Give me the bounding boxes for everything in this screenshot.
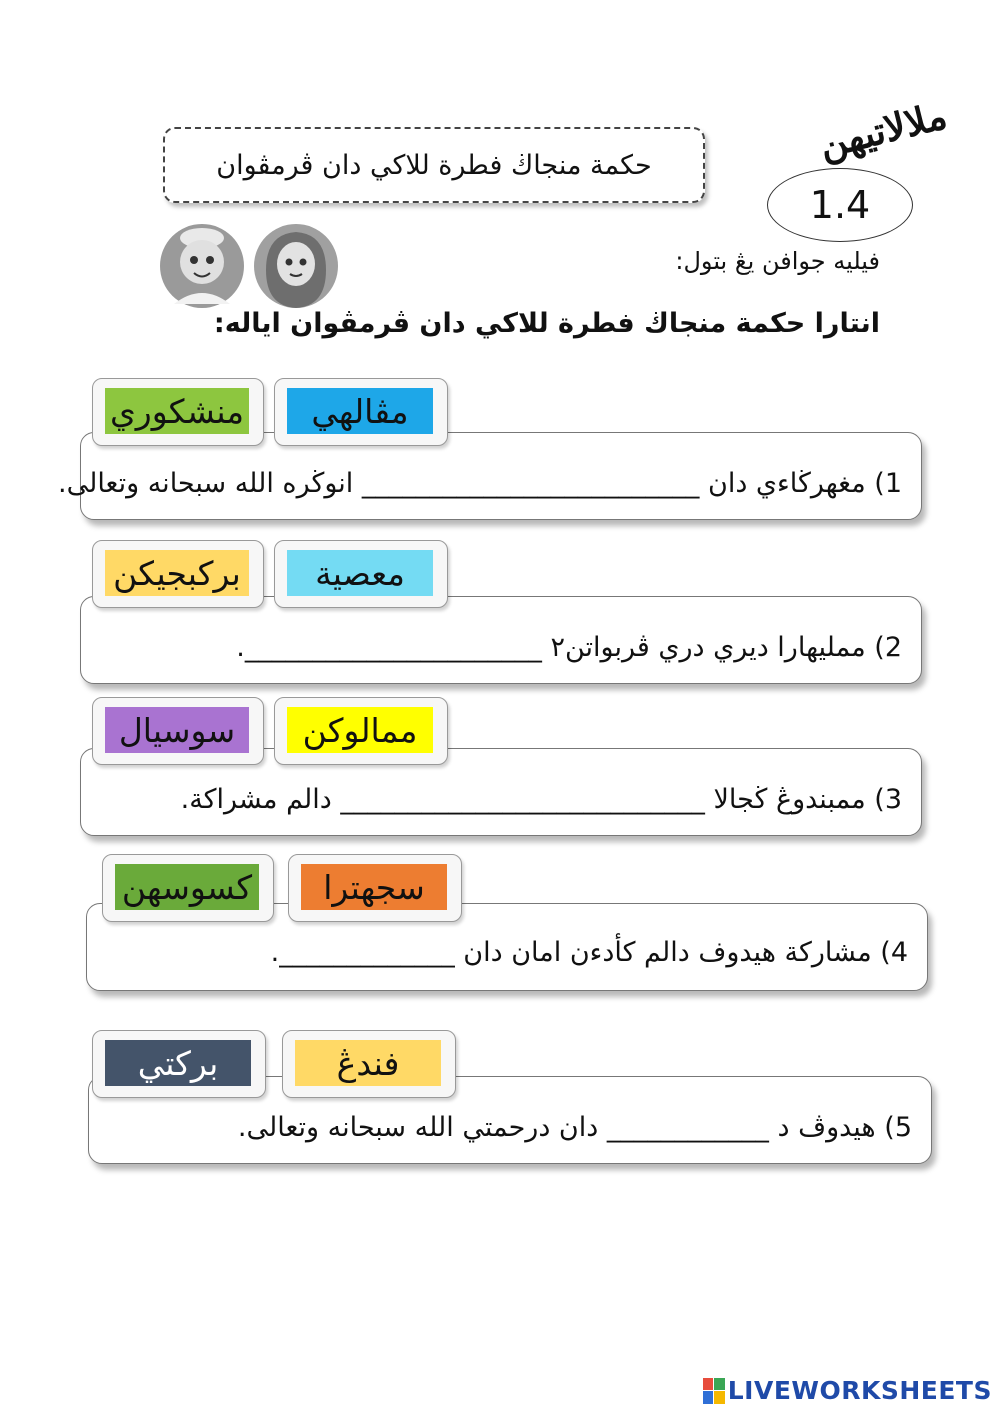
answer-blank[interactable]: ____________ <box>606 1112 769 1143</box>
option-chip-frame[interactable] <box>282 1030 456 1098</box>
question-number: 1) <box>874 468 902 499</box>
answer-option-chip[interactable]: مڤالهي <box>287 388 433 434</box>
latihan-word: لاتيهن <box>814 103 911 168</box>
brand-logo-icon <box>703 1378 725 1404</box>
question-number: 2) <box>874 632 902 663</box>
option-chip-frame[interactable] <box>288 854 462 922</box>
girl-avatar-icon <box>254 224 338 308</box>
brand-name: LIVEWORKSHEETS <box>727 1376 992 1405</box>
option-chip-frame[interactable] <box>92 1030 266 1098</box>
question-text-before: مشاركة هيدوف دالم كأدءن امان دان <box>463 937 872 968</box>
option-chip-frame[interactable] <box>102 854 274 922</box>
exercise-number: 1.4 <box>809 183 871 227</box>
brand-logo-square <box>703 1378 714 1391</box>
option-chip-frame[interactable] <box>92 378 264 446</box>
answer-option-chip[interactable]: منشكوري <box>105 388 249 434</box>
question-text <box>238 1112 912 1143</box>
question-number: 3) <box>874 784 902 815</box>
answer-option-chip[interactable]: سجهترا <box>301 864 447 910</box>
brand-logo-square <box>714 1391 725 1404</box>
answer-blank[interactable]: _____________. <box>270 937 455 968</box>
brand-logo-square <box>714 1378 725 1391</box>
question-text-after: دالم مشراكة. <box>180 784 332 815</box>
children-illustration <box>160 220 340 312</box>
option-chip-frame[interactable] <box>274 697 448 765</box>
option-chip-frame[interactable] <box>92 697 264 765</box>
answer-option-chip[interactable]: فندڠ <box>295 1040 441 1086</box>
question-text-after: دان درحمتي الله سبحانه وتعالى. <box>237 1112 599 1143</box>
worksheet-title: حكمة منجاڬ فطرة للاكي دان ڤرمڤوان <box>216 149 652 181</box>
question-text <box>181 784 902 815</box>
answer-blank[interactable]: ___________________________ <box>340 784 705 815</box>
answer-option-chip[interactable]: سوسيال <box>105 707 249 753</box>
instruction-line-1: فيليه جوافن يڠ بتول: <box>675 247 880 275</box>
question-text-after: انوڬره الله سبحانه وتعالى. <box>58 468 354 499</box>
question-text <box>58 468 902 499</box>
option-chip-frame[interactable] <box>274 540 448 608</box>
question-text-before: هيدوڤ د <box>777 1112 876 1143</box>
answer-option-chip[interactable]: ممالوكن <box>287 707 433 753</box>
answer-blank[interactable]: _________________________ <box>361 468 700 499</box>
answer-blank[interactable]: ______________________. <box>236 632 542 663</box>
brand-logo-square <box>703 1391 714 1404</box>
question-text <box>236 632 902 663</box>
answer-option-chip[interactable]: معصية <box>287 550 433 596</box>
exercise-number-badge <box>767 168 913 242</box>
option-chip-frame[interactable] <box>274 378 448 446</box>
boy-avatar-icon <box>160 224 244 308</box>
instruction-line-2: انتارا حكمة منجاڬ فطرة للاكي دان ڤرمڤوان اياله: <box>213 308 880 339</box>
question-number: 4) <box>880 937 908 968</box>
option-chip-frame[interactable] <box>92 540 264 608</box>
question-text <box>271 937 908 968</box>
latihan-prefix: ﻣﻼ <box>900 92 952 146</box>
question-text-before: مغهرڬاءي دان <box>707 468 866 499</box>
worksheet-title-box <box>163 127 705 203</box>
question-number: 5) <box>884 1112 912 1143</box>
question-text-before: ممبندوڠ ڬجالا <box>713 784 866 815</box>
answer-option-chip[interactable]: بركبجيكن <box>105 550 249 596</box>
answer-option-chip[interactable]: بركتي <box>105 1040 251 1086</box>
answer-option-chip[interactable]: كسوسهن <box>115 864 259 910</box>
liveworksheets-brand <box>703 1376 992 1405</box>
latihan-heading <box>815 93 951 167</box>
question-text-before: ممليهارا ديري دري ڤربواتن٢ <box>550 632 866 663</box>
